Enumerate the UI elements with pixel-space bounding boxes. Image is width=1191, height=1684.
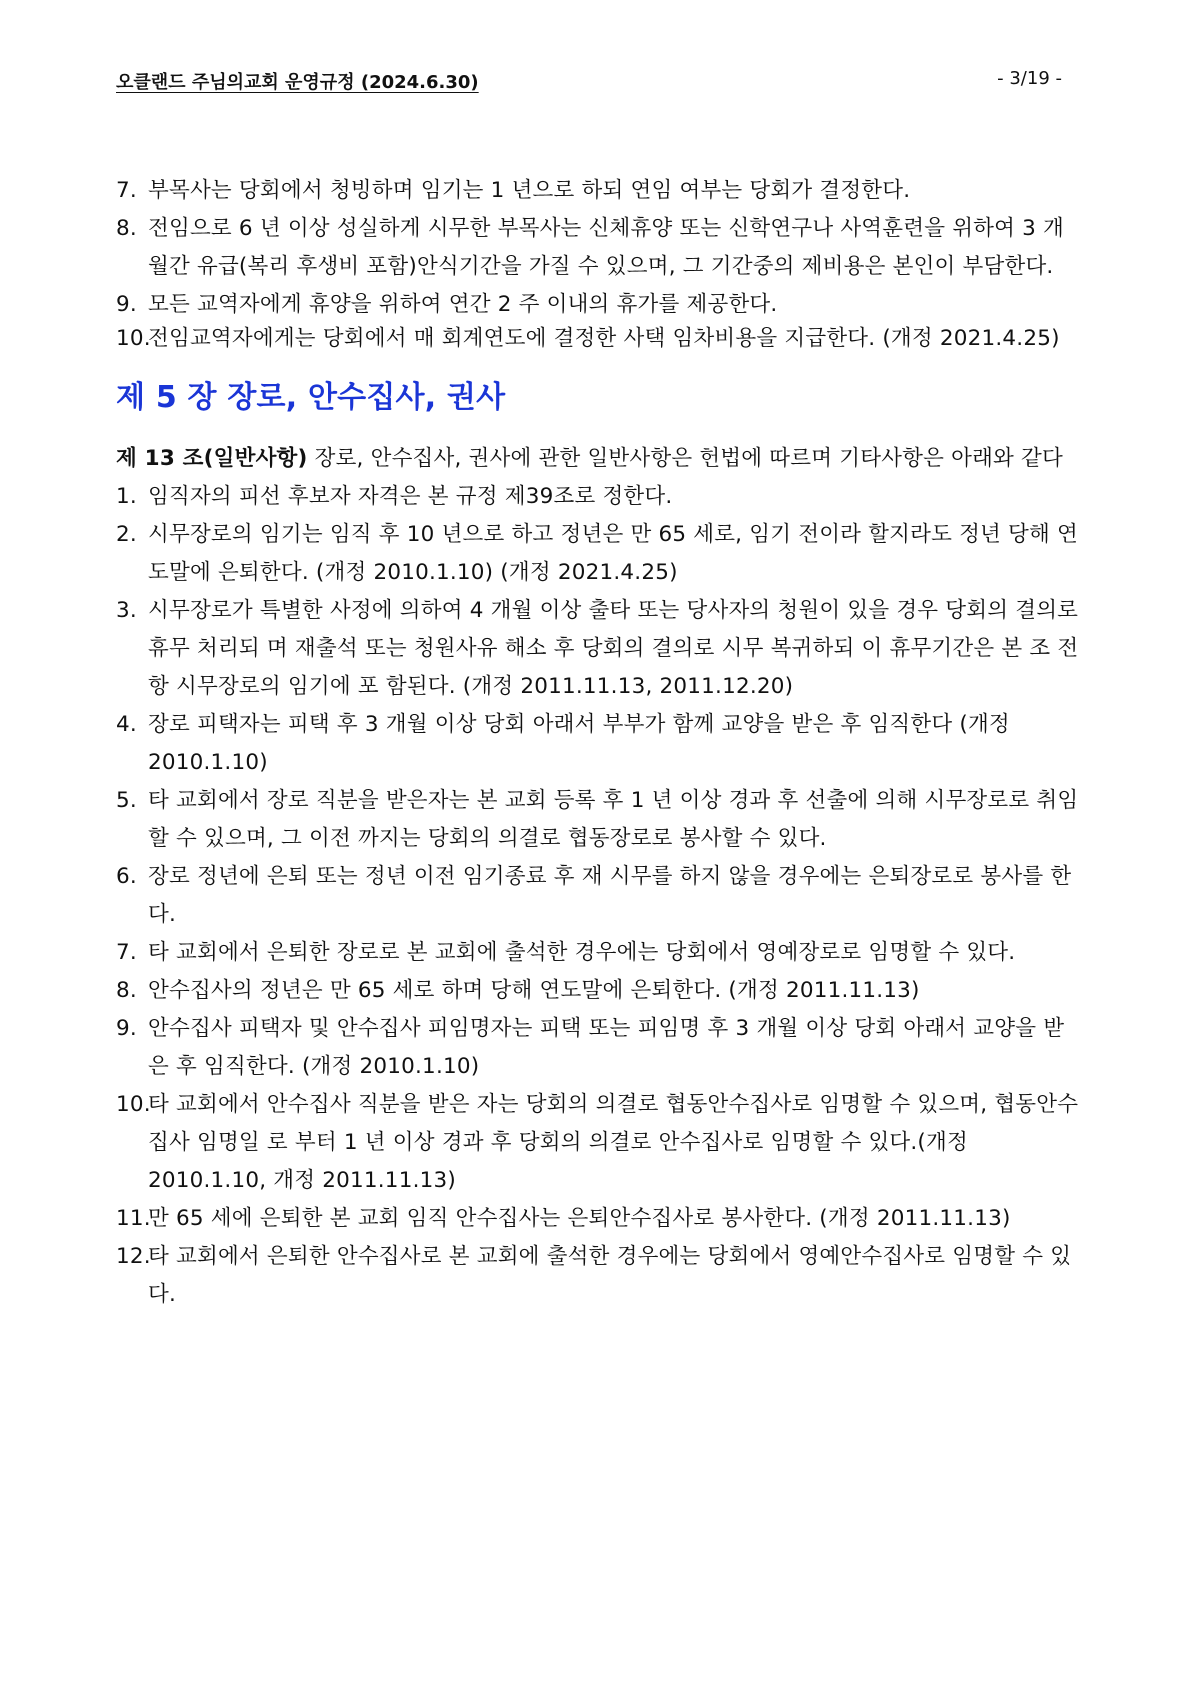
list-item: 1. 임직자의 피선 후보자 자격은 본 규정 제39조로 정한다. — [116, 484, 673, 509]
page-header — [116, 68, 1062, 94]
list-item: 2. 시무장로의 임기는 임직 후 10 년으로 하고 정년은 만 65 세로, 임기 전이라 할지라도 정년 당해 연도말에 은퇴한다. (개정 2010.1.10) (개정 2021.4.25) — [116, 522, 1078, 585]
article-paragraph — [116, 440, 1084, 478]
list-item: 11.만 65 세에 은퇴한 본 교회 임직 안수집사는 은퇴안수집사로 봉사한다. (개정 2011.11.13) — [116, 1206, 1011, 1231]
list-top — [116, 172, 1084, 354]
list-item: 5. 타 교회에서 장로 직분을 받은자는 본 교회 등록 후 1 년 이상 경과 후 선출에 의해 시무장로로 취임할 수 있으며, 그 이전 까지는 당회의 의결로 협동장로로 봉사할 수 있다. — [116, 788, 1079, 851]
list-item: 8. 전임으로 6 년 이상 성실하게 시무한 부목사는 신체휴양 또는 신학연구나 사역훈련을 위하여 3 개월간 유급(복리 후생비 포함)안식기간을 가질 수 있으며, 그 기간중의 제비용은 본인이 부담한다. — [116, 216, 1065, 279]
list-item: 3. 시무장로가 특별한 사정에 의하여 4 개월 이상 출타 또는 당사자의 청원이 있을 경우 당회의 결의로 휴무 처리되 며 재출석 또는 청원사유 해소 후 당회의 결의로 시무 복귀하되 이 휴무기간은 본 조 전항 시무장로의 임기에 포 함된다. (개정 2011.11.13, 2011.12.20) — [116, 598, 1079, 699]
document-title: 오클랜드 주님의교회 운영규정 (2024.6.30) — [116, 72, 479, 93]
article-text: 장로, 안수집사, 권사에 관한 일반사항은 헌법에 따르며 기타사항은 아래와 같다 — [307, 446, 1063, 471]
page-number: - 3/19 - — [997, 68, 1062, 89]
list-item: 6. 장로 정년에 은퇴 또는 정년 이전 임기종료 후 재 시무를 하지 않을 경우에는 은퇴장로로 봉사를 한다. — [116, 864, 1072, 927]
list-item: 7. 부목사는 당회에서 청빙하며 임기는 1 년으로 하되 연임 여부는 당회가 결정한다. — [116, 178, 911, 203]
list-item: 9. 안수집사 피택자 및 안수집사 피임명자는 피택 또는 피임명 후 3 개월 이상 당회 아래서 교양을 받은 후 임직한다. (개정 2010.1.10) — [116, 1016, 1065, 1079]
list-item: 9. 모든 교역자에게 휴양을 위하여 연간 2 주 이내의 휴가를 제공한다. — [116, 292, 778, 317]
chapter-heading: 제 5 장 장로, 안수집사, 권사 — [116, 380, 506, 415]
list-item: 7. 타 교회에서 은퇴한 장로로 본 교회에 출석한 경우에는 당회에서 영예장로로 임명할 수 있다. — [116, 940, 1016, 965]
list-main — [116, 478, 1084, 1314]
list-item: 12.타 교회에서 은퇴한 안수집사로 본 교회에 출석한 경우에는 당회에서 영예안수집사로 임명할 수 있다. — [116, 1244, 1072, 1307]
document-body — [116, 172, 1084, 1314]
list-item: 4. 장로 피택자는 피택 후 3 개월 이상 당회 아래서 부부가 함께 교양을 받은 후 임직한다 (개정 2010.1.10) — [116, 712, 1010, 775]
article-title: 제 13 조(일반사항) — [116, 446, 308, 471]
list-item: 8. 안수집사의 정년은 만 65 세로 하며 당해 연도말에 은퇴한다. (개정 2011.11.13) — [116, 978, 920, 1003]
list-item: 10.전임교역자에게는 당회에서 매 회계연도에 결정한 사택 임차비용을 지급한다. (개정 2021.4.25) — [116, 326, 1060, 351]
list-item: 10.타 교회에서 안수집사 직분을 받은 자는 당회의 의결로 협동안수집사로 임명할 수 있으며, 협동안수집사 임명일 로 부터 1 년 이상 경과 후 당회의 의결로 안수집사로 임명할 수 있다.(개정 2010.1.10, 개정 2011.11.13) — [116, 1092, 1079, 1193]
